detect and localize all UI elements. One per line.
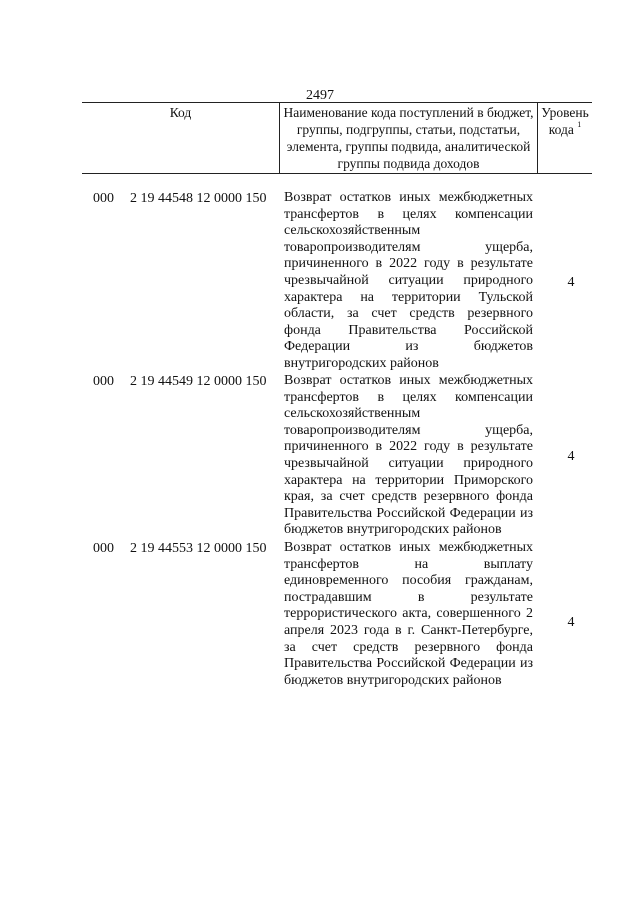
income-code: 2 19 44549 12 0000 150 <box>130 374 267 389</box>
income-code: 2 19 44548 12 0000 150 <box>130 191 267 206</box>
page-number: 2497 <box>306 88 334 103</box>
income-name: Возврат остатков иных межбюджетных трансфертов на выплату единовременного пособия гражданам, пострадавшим в результате террористического акта, совершенного 2 апреля 2023 года в г. Санкт-Петербурге, за счет средств резервного фонда Правительства Российской Федерации из бюджетов внутригородских районов <box>284 540 533 688</box>
admin-code: 000 <box>93 541 114 556</box>
income-name: Возврат остатков иных межбюджетных трансфертов в целях компенсации сельскохозяйственным товаропроизводителям ущерба, причиненного в 2022 году в результате чрезвычайной ситуации природного характера на территории Приморского края, за счет средств резервного фонда Правительства Российской Федерации из бюджетов внутригородских районов <box>284 373 533 538</box>
code-level: 4 <box>567 449 575 464</box>
admin-code: 000 <box>93 191 114 206</box>
header-level <box>538 103 592 173</box>
table-header <box>82 102 592 174</box>
header-level-footnote: 1 <box>577 120 582 129</box>
income-code: 2 19 44553 12 0000 150 <box>130 541 267 556</box>
admin-code: 000 <box>93 374 114 389</box>
income-name: Возврат остатков иных межбюджетных трансфертов в целях компенсации сельскохозяйственным товаропроизводителям ущерба, причиненного в 2022 году в результате чрезвычайной ситуации природного характера на территории Тульской области, за счет средств резервного фонда Правительства Российской Федерации из бюджетов внутригородских районов <box>284 190 533 371</box>
header-name: Наименование кода поступлений в бюджет, группы, подгруппы, статьи, подстатьи, элемента, группы подвида, аналитической группы подвида доходов <box>280 103 538 173</box>
code-level: 4 <box>567 615 575 630</box>
code-level: 4 <box>567 275 575 290</box>
header-code: Код <box>82 103 280 173</box>
header-level-label: Уровень кода <box>541 105 589 137</box>
